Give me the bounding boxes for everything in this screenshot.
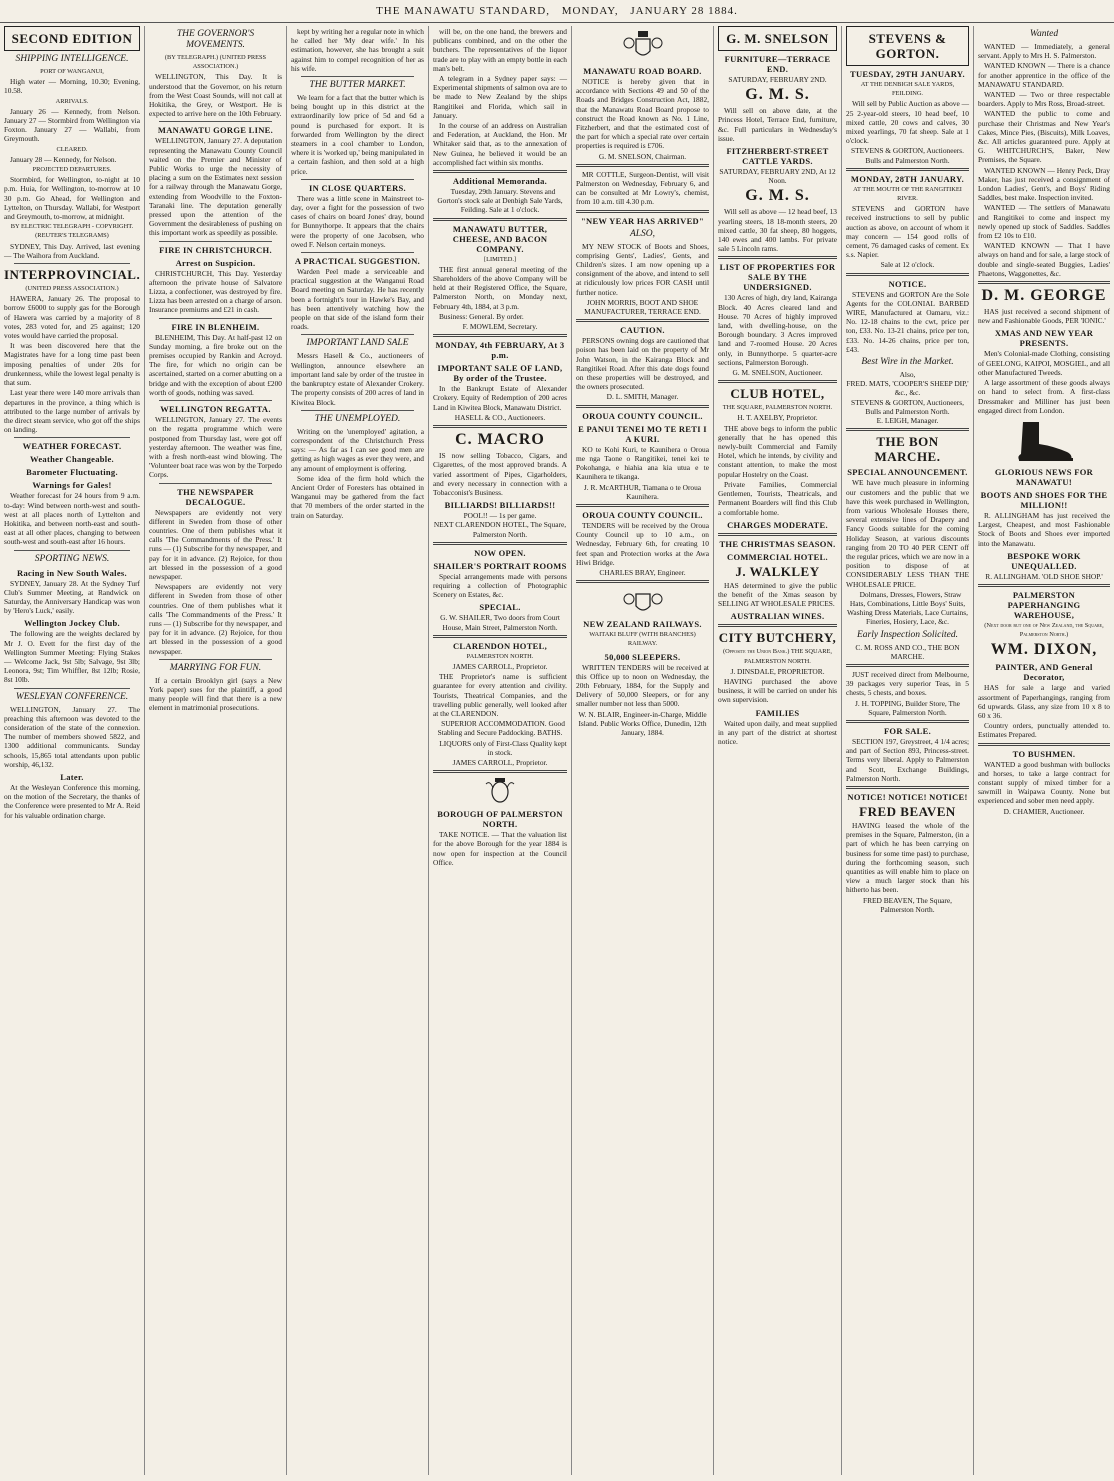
cottle-text: MR COTTLE, Surgeon-Dentist, will visit Palmerston on Wednesday, February 6, and can be consulted at Mr Lowry's, chemist, from 10 a.m. till 4.30 p.m. xyxy=(576,169,709,207)
divider xyxy=(433,770,567,773)
families-heading: FAMILIES xyxy=(755,707,800,718)
railways-sub: WAITAKI BLUFF (WITH BRANCHES) RAILWAY. xyxy=(589,631,696,648)
chamier-sign: D. CHAMIER, Auctioneer. xyxy=(1003,806,1085,816)
teas-text: JUST received direct from Melbourne, 39 packages very superior Teas, in 5 chests, 5 chests, and boxes. xyxy=(846,669,969,698)
bespoke-heading: BESPOKE WORK UNEQUALLED. xyxy=(1007,550,1081,571)
bon-marche-list: Dolmans, Dresses, Flowers, Straw Hats, Combinations, Little Boys' Suits, Washing Dress Materials, Lace Curtains, Fineries, Hosiery, Lace, &c. xyxy=(847,589,968,627)
tides-text: High water — Morning, 10.30; Evening, 10.58. xyxy=(4,77,140,96)
continued-text: will be, on the one hand, the brewers and publicans combined, and on the other the butchers. The representatives of the liquor trade are to play with an empty bottle in each man's belt. xyxy=(433,27,567,73)
limited-sub: [LIMITED.] xyxy=(483,255,517,263)
divider xyxy=(14,263,130,264)
clarendon-notice: NEXT CLARENDON HOTEL, The Square, Palmerston North. xyxy=(433,520,567,539)
foresters-text: Some idea of the firm hold which the Ancient Order of Foresters has obtained in Wanganui may be gathered from the fact that 70 members of the order started in the train on Saturday. xyxy=(291,473,424,520)
divider xyxy=(576,210,709,213)
furniture-heading: FURNITURE—TERRACE END. xyxy=(724,54,831,74)
land-sale-ad-heading: IMPORTANT SALE OF LAND, By order of the Trustee. xyxy=(437,363,563,384)
for-sale-heading: FOR SALE. xyxy=(883,725,932,736)
allingham-sign: R. ALLINGHAM. 'OLD SHOE SHOP.' xyxy=(985,571,1103,581)
billiards-heading: BILLIARDS! BILLIARDS!! xyxy=(444,500,556,511)
divider xyxy=(718,624,837,627)
best-wire: Best Wire in the Market. xyxy=(861,357,954,368)
morris-sign: JOHN MORRIS, BOOT AND SHOE MANUFACTURER, TERRACE END. xyxy=(584,297,701,317)
clarendon-heading: CLARENDON HOTEL, xyxy=(452,640,548,651)
leigh-sign: E. LEIGH, Manager. xyxy=(876,416,939,426)
paperhanging-heading: PALMERSTON PAPERHANGING WAREHOUSE, xyxy=(1007,589,1081,620)
macro-text: IS now selling Tobacco, Cigars, and Cigarettes, of the most approved brands. A varied assortment of Pipes, Cigarholders, and every necessary in connection with a Tobacconist's Business. xyxy=(433,451,567,497)
marrying-heading: MARRYING FOR FUN. xyxy=(169,662,262,673)
column-3 xyxy=(287,26,429,1475)
coat-of-arms-icon xyxy=(480,776,520,806)
gms-livestock-text: Will sell as above — 12 head beef, 13 yearling steers, 18 18-month steers, 20 mixed cattle, 30 fat sheep, 80 hoggets, 140 ewes and 400 lambs. For private sale 5 Lincoln rams. xyxy=(718,207,837,254)
dixon-text-2: Country orders, punctually attended to. Estimates Prepared. xyxy=(978,721,1110,740)
divider xyxy=(301,252,414,253)
column-5 xyxy=(572,26,714,1475)
painter-heading: PAINTER, AND General Decorator, xyxy=(995,662,1093,683)
gorge-heading: MANAWATU GORGE LINE. xyxy=(157,125,274,136)
sheep-dip-text: FRED. MATS, 'COOPER'S SHEEP DIP,' &c., &c. xyxy=(846,379,969,398)
suggestion-text: Warden Peel made a serviceable and practical suggestion at the Wanganui Road Board meeting on Saturday. He has recently been a fortnight's tour in Hawke's Bay, and has been attentively watching how the people on that side of the island form their roads. xyxy=(291,267,424,332)
oroua-tenders-heading: OROUA COUNTY COUNCIL. xyxy=(582,509,703,520)
wesleyan-text: WELLINGTON, January 27. The preaching this afternoon was devoted to the consideration of the state of the connexion. The number of members showed 5822, and 1300 additional communicants. Sunday schools, 15,865 total attendants upon public worship, 46,132. xyxy=(4,704,140,769)
railways-sign: W. N. BLAIR, Engineer-in-Charge, Middle Island. Public Works Office, Dunedin, 12th January, 1884. xyxy=(578,709,707,737)
george-text-2: Men's Colonial-made Clothing, consisting of GEELONG, KAIPOI, MOSGIEL, and all other Manufactured Tweeds. xyxy=(978,349,1110,377)
arrest-heading: Arrest on Suspicion. xyxy=(175,257,256,268)
divider xyxy=(576,319,709,322)
shailer-heading: SHAILER'S PORTRAIT ROOMS xyxy=(433,560,567,571)
glorious-heading: GLORIOUS NEWS FOR MANAWATU! xyxy=(994,466,1094,487)
column-4 xyxy=(429,26,572,1475)
interprovincial-p1: HAWERA, January 26. The proposal to borrow £6000 to supply gas for the Borough of Hawera was carried by a majority of 8 votes, 283 voted for, and 25 against; 120 votes would have carried the proposal. xyxy=(4,294,140,341)
land-sale-heading: IMPORTANT LAND SALE xyxy=(306,338,409,349)
clarendon-text: THE Proprietor's name is sufficient guarantee for every attention and civility. Tourists, Theatrical Companies, and the travelling public generally, well looked after at the CLARENDON. xyxy=(433,672,567,718)
also-label: Also, xyxy=(899,370,916,380)
butter-company-heading: MANAWATU BUTTER, CHEESE, AND BACON COMPANY. xyxy=(452,223,548,254)
rangitikei-sub: AT THE MOUTH OF THE RANGITIKEI RIVER. xyxy=(853,185,962,203)
jockey-heading: Wellington Jockey Club. xyxy=(24,618,120,629)
racing-heading: Racing in New South Wales. xyxy=(17,567,127,578)
governor-sub: (BY TELEGRAPH.) (UNITED PRESS ASSOCIATION.) xyxy=(164,54,267,71)
secretary-sign: F. MOWLEM, Secretary. xyxy=(462,322,538,332)
divider xyxy=(576,164,709,167)
bushmen-heading: TO BUSHMEN. xyxy=(1012,748,1076,759)
column-8 xyxy=(974,26,1114,1475)
george-text-3: A large assortment of these goods always on hand to select from. A first-class Dressmaker and Milliner has just been engaged direct from London. xyxy=(978,378,1110,415)
weather-changeable: Weather Changeable. xyxy=(30,454,114,465)
port-subheading: PORT OF WANGANUI, xyxy=(40,68,104,75)
stevens-sign-2: STEVENS & GORTON, Auctioneers, Bulls and Palmerston North. xyxy=(851,397,964,416)
gales-heading: Warnings for Gales! xyxy=(32,480,112,491)
later-heading: Later. xyxy=(60,771,84,782)
shailer-sign: G. W. SHAILER, Two doors from Court House, Main Street, Palmerston North. xyxy=(440,613,560,632)
properties-sign: G. M. SNELSON, Auctioneer. xyxy=(732,368,823,378)
stevens-sign: STEVENS & GORTON, Auctioneers. Bulls and Palmerston North. xyxy=(851,146,964,165)
column-1 xyxy=(0,26,145,1475)
macro-heading: C. MACRO xyxy=(455,431,545,449)
now-open-heading: NOW OPEN. xyxy=(474,547,526,558)
ross-sign: C. M. ROSS AND CO., THE BON MARCHE. xyxy=(855,642,960,661)
boot-icon xyxy=(1009,418,1079,464)
gorge-text: WELLINGTON, January 27. A deputation representing the Manawatu County Council waited on the Premier and Minister of Public Works to urge the necessity of placing a sum on the Estimates next session for a railway through the Manawatu Gorge, extending from Woodville to the Foxton-Taranaki line. The deputation generally pressed upon the attention of the Government the desirableness of pushing on this important work as speedily as possible. xyxy=(149,136,282,238)
continued-text: kept by writing her a regular note in which he called her 'My dear wife.' In his estimation, however, she has brought a suit against him to compel recognition of her as his wife. xyxy=(291,27,424,73)
tuesday-date: TUESDAY, 29TH JANUARY. xyxy=(850,69,965,79)
oroua-heading: OROUA COUNTY COUNCIL. xyxy=(582,410,703,421)
commercial-heading: COMMERCIAL HOTEL. xyxy=(727,551,828,562)
clarendon-sign: JAMES CARROLL, Proprietor. xyxy=(452,757,548,767)
regatta-text: WELLINGTON, January 27. The events on the regatta programme which were postponed from Thursday last, were got off yesterday afternoon. The weather was fine, with a fresh north-east wind blowing. The 'Volunteer boat race was won by the Torpedo Corps. xyxy=(149,415,282,480)
snelson-box xyxy=(718,26,837,51)
second-edition-heading: SECOND EDITION xyxy=(11,31,133,46)
divider xyxy=(159,659,272,660)
divider xyxy=(846,273,969,276)
stevens-sale-text: Will sell by Public Auction as above — 25 2-year-old steers, 10 head beef, 10 mixed cattle, 20 cows and calves, 30 mixed yearlings, 70 fat sheep. Sale at 1 o'clock. xyxy=(846,99,969,146)
interprovincial-heading: INTERPROVINCIAL. xyxy=(4,267,141,283)
clarendon-sub: PALMERSTON NORTH. xyxy=(466,652,534,660)
divider xyxy=(159,483,272,484)
wanted-ad-7: WANTED KNOWN — That I have always on hand and for sale, a large stock of double and single-seated Buggies, Ladies' Phaetons, Waggonettes, &c. xyxy=(978,241,1110,278)
masthead-day: MONDAY, xyxy=(561,5,619,17)
charges-heading: CHARGES MODERATE. xyxy=(727,519,828,530)
properties-list: 130 Acres of high, dry land, Kairanga Block. 40 Acres cleared land and House. 70 Acres of highly improved land, with dwelling-house, on the Borough boundary. 3 Acres improved land and 7-roomed House. 20 Acres only, in Bunnythorpe. 5 quarter-acre sections, Palmerston Borough. xyxy=(718,293,837,367)
stevens-gorton-box xyxy=(846,26,969,66)
memoranda-text: Tuesday, 29th January. Stevens and Gorton's stock sale at Denbigh Sale Yards, Feilding. Sale at 1 o'clock. xyxy=(437,187,563,215)
coat-of-arms-icon xyxy=(621,586,665,616)
memoranda-heading: Additional Memoranda. xyxy=(452,176,548,187)
wanted-ad-1: WANTED — Immediately, a general servant. Apply to Mrs H. S. Palmerston. xyxy=(978,42,1110,61)
families-text: Waited upon daily, and meat supplied in any part of the district at shortest notice. xyxy=(718,718,837,746)
salmon-text: A telegram in a Sydney paper says: — Experimental shipments of salmon ova are to be made to New Zealand by the ships Rangitikei and Florida, which sail in January. xyxy=(433,74,567,120)
weather-heading: WEATHER FORECAST. xyxy=(22,441,122,452)
also-heading: ALSO, xyxy=(629,228,656,239)
special-heading: SPECIAL. xyxy=(479,602,521,613)
saturday-noon: SATURDAY, FEBRUARY 2ND, At 12 Noon. xyxy=(719,167,836,186)
cleared-heading: CLEARED. xyxy=(56,145,88,153)
railways-heading: NEW ZEALAND RAILWAYS. xyxy=(583,619,702,630)
divider xyxy=(301,410,414,411)
bushmen-text: WANTED a good bushman with bullocks and horses, to take a large contract for constant supply of mixed timber for a sawmill in Waipawa County. None but experienced and sober men need apply. xyxy=(978,759,1110,806)
george-heading: D. M. GEORGE xyxy=(981,287,1107,305)
club-text: THE above begs to inform the public generally that he has opened this newly-built Commercial and Family Hotel, which he intends, by civility and constant attention, to make the most popular Hostelry on the Coast. xyxy=(718,423,837,479)
boots-heading: BOOTS AND SHOES FOR THE MILLION!! xyxy=(980,489,1108,510)
barbed-wire-text: STEVENS and GORTON Are the Sole Agents for the COLONIAL BARBED WIRE, Manufactured at Oamaru, viz.: No. 12-18 chains to the cwt, price per ton, £33. No. 13-21 chains, price per ton, £33. No. 14-26 chains, price per ton, £43. xyxy=(846,289,969,354)
later-text: At the Wesleyan Conference this morning, on the motion of the Secretary, the thanks of the Conference were presented to Mr A. Reid for his valuable ordination charge. xyxy=(4,782,140,820)
panui-sign: J. R. McARTHUR, Tiamana o te Oroua Kaunihera. xyxy=(583,482,702,501)
divider xyxy=(159,318,272,319)
fire-christchurch-text: CHRISTCHURCH, This Day. Yesterday afternoon the private house of Salvatore Lizza, a confectioner, was destroyed by fire. Lizza has been arrested on a charge of arson. Insurance premiums and £21 in cash. xyxy=(149,268,282,315)
divider xyxy=(433,635,567,638)
column-2 xyxy=(145,26,287,1475)
oroua-tenders-sign: CHARLES BRAY, Engineer. xyxy=(599,567,686,577)
wanted-ad-5: WANTED KNOWN — Henry Peck, Dray Maker, has just received a consignment of London Ladies', Gent's, and Boys' Riding Saddles, best make. Inspection invited. xyxy=(978,165,1110,203)
clarendon-text-2: SUPERIOR ACCOMMODATION. Good Stabling and Secure Paddocking. BATHS. xyxy=(437,719,565,738)
wanted-ad-3: WANTED — Two or three respectable boarders. Apply to Mrs Ross, Broad-street. xyxy=(978,90,1110,109)
fire-christchurch-heading: FIRE IN CHRISTCHURCH. xyxy=(159,244,272,255)
whitaker-text: In the course of an address on Australian and Federation, at Auckland, the Hon. Mr Whitaker said that, as to the annexation of New Guinea, he believed it would be an accomplished fact within six months. xyxy=(433,121,567,167)
beaven-text: HAVING leased the whole of the premises in the Square, Palmerston, (in a part of which he has been carrying on business for some time past) to purchase, during the forthcoming season, such quantities as will enable him to place on view a much larger stock than his hitherto has been. xyxy=(846,820,969,895)
regatta-heading: WELLINGTON REGATTA. xyxy=(160,404,271,415)
morris-text: MY NEW STOCK of Boots and Shoes, comprising Gents', Ladies', Gents, and Children's sizes. I am now opening up a consignment of the above, and intend to sell at ridiculously low prices FOR CASH until further notice. xyxy=(576,241,709,297)
projected-heading: PROJECTED DEPARTURES. xyxy=(32,166,112,174)
dinsdale-sign: J. DINSDALE, PROPRIETOR. xyxy=(730,666,825,676)
butter-heading: THE BUTTER MARKET. xyxy=(309,80,406,91)
dixon-heading: WM. DIXON, xyxy=(990,641,1098,659)
interprovincial-p2: It was been discovered here that the Magistrates have for a long time past been imposing penalties of under 20s for drunkenness, while the lowest legal penalty is that sum. xyxy=(4,341,140,388)
pool-text: POOL!! — 1s per game. xyxy=(463,511,537,521)
divider xyxy=(846,786,969,789)
butter-text: We learn for a fact that the butter which is being bought up in this district at the extraordinarily low price of 5d and 6d a pound is purchased for export. It is forwarded from Wellington by the direct steamers in a cool chamber to London, where it is 'worked up,' being manipulated in a certain fashion, and then sold at a high price. xyxy=(291,93,424,176)
jockey-text: The following are the weights declared by Mr J. O. Evett for the first day of the Wellington Summer Meeting: Flying Stakes — Welcome Jack, 9st 5lb; Salvage, 9st 3lb; Leonora, 9st; Tim Whiffler, 8st 12lb; Rosie, 8st 10lb. xyxy=(4,629,140,685)
topping-sign: J. H. TOPPING, Builder Store, The Square, Palmerston North. xyxy=(855,698,960,717)
dixon-text: HAS for sale a large and varied assortment of Paperhangings, ranging from 6d upwards. Glass, any size from 10 x 8 to 60 x 36. xyxy=(978,683,1110,720)
divider xyxy=(978,584,1110,587)
panui-heading: E PANUI TENEI MO TE RETI I A KURI. xyxy=(578,423,707,444)
properties-heading: LIST OF PROPERTIES FOR SALE BY THE UNDERSIGNED. xyxy=(719,262,836,293)
cleared-text: January 28 — Kennedy, for Nelson. xyxy=(10,154,117,164)
oroua-tenders-text: TENDERS will be received by the Oroua County Council up to 10 a.m., on Wednesday, February 6th, for creating 10 feet span and Protection works at the Awa Hiwi Bridge. xyxy=(576,520,709,567)
divider xyxy=(718,256,837,259)
george-text: HAS just received a second shipment of new and Fashionable Goods, PER 'IONIC.' xyxy=(978,307,1110,326)
projected-text: Stormbird, for Wellington, to-night at 10 p.m. Huia, for Wellington, to-morrow at 10 30 p.m. Go Ahead, for Wellington and Lyttelton, on Thursday. Wallabi, for Westport and Greymouth, to-morrow, at midnight. xyxy=(4,175,140,222)
divider xyxy=(159,241,272,242)
paperhanging-sub: (Next door but one of New Zealand, the Square, Palmerston North.) xyxy=(984,621,1104,639)
for-sale-text: SECTION 197, Greystreet, 4 1/4 acres; and part of Section 893, Princess-street. Terms very liberal. Apply to Palmerston and Scott, Exchange Buildings, Palmerston North. xyxy=(846,736,969,783)
clarendon-proprietor: JAMES CARROLL, Proprietor. xyxy=(452,661,548,671)
divider xyxy=(14,437,130,438)
arrivals-text: January 26 — Kennedy, from Nelson. January 27 — Stormbird from Wellington via Foxton. January 27 — Wallabi, from Greymouth. xyxy=(4,106,140,144)
business-text: Business: General. By order. xyxy=(439,311,524,321)
caution-sign: D. L. SMITH, Manager. xyxy=(606,392,679,402)
governor-text: WELLINGTON, This Day. It is understood that the Governor, on his return from the West Coast Sounds, will not call at Hokitika, the Grey, or Westport. He is expected to arrive here on the 10th February. xyxy=(149,72,282,119)
masthead-title: THE MANAWATU STANDARD, xyxy=(376,5,551,17)
divider xyxy=(846,720,969,723)
gms-logo: G. M. S. xyxy=(745,187,810,205)
divider xyxy=(159,400,272,401)
snelson-heading: G. M. SNELSON xyxy=(726,31,829,46)
panui-text: KO te Kohi Kuri, te Kaunihera o Oroua me nga Taone o Rangitikei, tenei kei te Pokohanga, e hiahia ana kia utua e te Kaunihera te tikanga. xyxy=(576,444,709,482)
sale-time: Sale at 12 o'clock. xyxy=(880,260,935,270)
bon-marche-heading: THE BON MARCHE. xyxy=(874,434,941,465)
land-sale-ad-text: In the Bankrupt Estate of Alexander Crokery. Equity of Redemption of 200 acres Land in Kiwitea Block, Manawatu District. xyxy=(433,384,567,412)
divider xyxy=(576,504,709,507)
divider xyxy=(433,170,567,173)
company-meeting-text: THE first annual general meeting of the Shareholders of the above Company will be held at their Registered Office, the Square, Palmerston North, on Monday next, February 4th, 1884, at 3 p.m. xyxy=(433,264,567,311)
wanted-ad-6: WANTED — The settlers of Manawatu and Rangitikei to come and inspect my newly opened up stock of Saddles. Saddles from £2 10s to £10. xyxy=(978,203,1110,241)
divider xyxy=(433,218,567,221)
walkley-text: HAS determined to give the public the benefit of the Xmas season by SELLING AT WHOLESALE PRICES. xyxy=(718,580,837,609)
divider xyxy=(14,550,130,551)
divider xyxy=(576,405,709,408)
wanted-heading: Wanted xyxy=(1029,29,1059,39)
marrying-text: If a certain Brooklyn girl (says a New York paper) sues for the plaintiff, a good many people will find that there is a new element in matrimonial prosecutions. xyxy=(149,675,282,713)
bon-marche-text: WE have much pleasure in informing our customers and the public that we have this week purchased in Wellington, from various Wholesale Houses there, several extensive lines of Drapery and Fancy Goods suitable for the coming Holiday Season, at various discounts ranging from 20 TO 40 PER CENT off the regular prices, which we are now in a position to dispose of at CONSIDERABLY LESS THAN THE WHOLESALE PRICE. xyxy=(846,478,969,589)
gms-text: Will sell on above date, at the Princess Hotel, Terrace End, furniture, &c. Full particulars in Wednesday's issue. xyxy=(718,106,837,143)
divider xyxy=(433,425,567,428)
club-proprietor: H. T. AXELBY, Proprietor. xyxy=(737,413,818,423)
butchery-heading: CITY BUTCHERY, xyxy=(718,630,837,646)
divider xyxy=(301,179,414,180)
club-hotel-heading: CLUB HOTEL, xyxy=(730,386,825,402)
shailer-text: Special arrangements made with persons requiring a collection of Photographic Scenery on Estates, &c. xyxy=(433,571,567,600)
hasell-sign: HASELL & CO., Auctioneers. xyxy=(454,412,546,422)
wanted-ad-4: WANTED the public to come and purchase their Christmas and New Year's Cakes, Mince Pies, (Biscuits), Milk Loaves, &c. All articles guaranteed pure. Apply at G. WHITCHURCH'S, Baker, New Premises, the Square. xyxy=(978,109,1110,165)
divider xyxy=(301,76,414,77)
sleepers-heading: 50,000 SLEEPERS. xyxy=(604,651,681,662)
wines-heading: AUSTRALIAN WINES. xyxy=(730,611,825,622)
cable-heading: BY ELECTRIC TELEGRAPH - COPYRIGHT. (REUTER'S TELEGRAMS) xyxy=(10,223,134,240)
divider xyxy=(576,580,709,583)
close-quarters-heading: IN CLOSE QUARTERS. xyxy=(309,182,406,193)
christmas-heading: THE CHRISTMAS SEASON. xyxy=(719,538,836,549)
divider xyxy=(433,542,567,545)
new-year-heading: "NEW YEAR HAS ARRIVED" xyxy=(580,215,704,226)
denbigh-sub: AT THE DENBIGH SALE YARDS, FEILDING. xyxy=(860,81,955,98)
xmas-heading: XMAS AND NEW YEAR PRESENTS. xyxy=(994,328,1094,349)
divider xyxy=(846,428,969,431)
caution-heading: CAUTION. xyxy=(620,325,665,336)
close-quarters-text: There was a little scene in Mainstreet to-day, over a fight for the possession of two cases of chairs on board Jones' dray, bound for Bunnythorpe. It appears that the chairs were the property of one Jacobsen, who owed F. Nelson certain moneys. xyxy=(291,193,424,249)
road-board-text: NOTICE is hereby given that in accordance with Sections 49 and 50 of the Roads and Bridges Construction Act, 1882, that the Manawatu Road Board propose to construct the Road known as No. 1 Line, Fitzherbert, and that the estimated cost of the part for which a special rate over certain properties is required is £706. xyxy=(576,77,709,151)
coat-of-arms-icon xyxy=(620,29,666,63)
unemployed-text: Writing on the 'unemployed' agitation, a correspondent of the Christchurch Press says: — As far as I can see good men are getting as high wages as ever they were, and any amount of employment is offering. xyxy=(291,426,424,473)
road-board-sign: G. M. SNELSON, Chairman. xyxy=(598,151,687,161)
divider xyxy=(978,281,1110,284)
land-sale-text: Messrs Hasell & Co., auctioneers of Wellington, announce elsewhere an important land sale by order of the trustee in the bankruptcy estate of Alexander Crokery. The property consists of 200 acres of land in Kiwitea Block. xyxy=(291,351,424,407)
butchery-sub: (Opposite the Union Bank.) THE SQUARE, PALMERSTON NORTH. xyxy=(722,648,833,665)
divider xyxy=(846,168,969,171)
divider xyxy=(718,380,837,383)
road-board-heading: MANAWATU ROAD BOARD. xyxy=(583,66,702,76)
divider xyxy=(718,533,837,536)
suggestion-heading: A PRACTICAL SUGGESTION. xyxy=(294,256,421,267)
butchery-text: HAVING purchased the above business, it will be carried on under his own supervision. xyxy=(718,676,837,705)
saturday-date: SATURDAY, FEBRUARY 2ND. xyxy=(728,75,827,84)
divider xyxy=(978,743,1110,746)
sporting-heading: SPORTING NEWS. xyxy=(34,553,110,564)
borough-heading: BOROUGH OF PALMERSTON NORTH. xyxy=(437,809,563,830)
governor-heading: THE GOVERNOR'S MOVEMENTS. xyxy=(176,29,255,50)
divider xyxy=(159,121,272,122)
cement-text: STEVENS and GORTON have received instructions to sell by public auction as above, on account of whom it may concern — 154 good rolls of cement, 76 damaged casks of cement. Ex s.s. Napier. xyxy=(846,204,969,260)
unemployed-heading: THE UNEMPLOYED. xyxy=(314,413,401,424)
decalogue-heading: THE NEWSPAPER DECALOGUE. xyxy=(177,486,254,507)
interprovincial-p3: Last year there were 140 more arrivals than departures in the province, a thing which is attributed to the large number of arrivals by the direct steam service, who got off the ships on landing. xyxy=(4,388,140,435)
divider xyxy=(14,688,130,689)
stevens-gorton-heading: STEVENS & GORTON. xyxy=(868,31,947,61)
gms-logo: G. M. S. xyxy=(745,86,810,104)
club-text-2: Private Families, Commercial Gentlemen, Tourists, Theatricals, and Permanent Boarders will find this Club a comfortable home. xyxy=(718,479,837,517)
notice-heading: NOTICE. xyxy=(888,278,927,289)
beaven-sign: FRED BEAVEN, The Square, Palmerston North. xyxy=(862,895,953,914)
barometer-heading: Barometer Fluctuating. xyxy=(26,467,118,478)
interprovincial-sub: (UNITED PRESS ASSOCIATION.) xyxy=(25,285,119,293)
fire-blenheim-heading: FIRE IN BLENHEIM. xyxy=(171,321,260,332)
divider xyxy=(301,334,414,335)
decalogue-text-cont: Newspapers are evidently not very different in Sweden from those of other countries. One of them publishes what it calls 'The Commandments of the Press.' It runs — (1) Subscribe for thy newspaper, and pay for it in advance. (2) Rejoice, for thou art blessed in the possession of a good newspaper. xyxy=(149,582,282,656)
special-announcement: SPECIAL ANNOUNCEMENT. xyxy=(847,467,968,478)
club-hotel-sub: THE SQUARE, PALMERSTON NORTH. xyxy=(722,404,833,412)
masthead-date: JANUARY 28 1884. xyxy=(630,5,738,17)
fitzherbert-heading: FITZHERBERT-STREET CATTLE YARDS. xyxy=(726,146,829,167)
divider xyxy=(433,334,567,337)
second-edition-box xyxy=(4,26,140,51)
arrivals-heading: ARRIVALS. xyxy=(55,97,89,105)
divider xyxy=(846,664,969,667)
early-inspection: Early Inspection Solicited. xyxy=(856,629,959,640)
clarendon-text-3: LIQUORS only of First-Class Quality kept in stock. xyxy=(439,738,567,757)
sale-date: MONDAY, 4th FEBRUARY, At 3 p.m. xyxy=(435,340,565,361)
column-7 xyxy=(842,26,974,1475)
wesleyan-heading: WESLEYAN CONFERENCE. xyxy=(15,691,129,702)
caution-text: PERSONS owning dogs are cautioned that poison has been laid on the property of Mr John Watson, in the Kairanga Block and Rangitikei Road. After this date dogs found on these properties will be destroyed, and the owners prosecuted. xyxy=(576,336,709,392)
beaven-heading: FRED BEAVEN xyxy=(859,803,956,819)
column-6 xyxy=(714,26,842,1475)
shipping-heading: SHIPPING INTELLIGENCE. xyxy=(15,54,129,64)
fire-blenheim-text: BLENHEIM, This Day. At half-past 12 on Sunday morning, a fire broke out on the premises occupied by Rankin and Acroyd. The fire, for which no origin can be ascertained, started on a corner abutting on a bridge and with the exception of about £200 worth of goods, nothing was saved. xyxy=(149,332,282,397)
walkley-heading: J. WALKLEY xyxy=(735,563,820,579)
racing-text: SYDNEY, January 28. At the Sydney Turf Club's Summer Meeting, at Randwick on Saturday, the Anniversary Handicap was won by 'Hero's Luck,' easily. xyxy=(4,578,140,616)
wanted-ad-2: WANTED KNOWN — There is a chance for another apprentice in the office of the MANAWATU STANDARD. xyxy=(978,61,1110,89)
notice-notice-heading: NOTICE! NOTICE! NOTICE! xyxy=(847,791,968,802)
decalogue-text: Newspapers are evidently not very different in Sweden from those of other countries. One of them publishes what it calls 'The Commandments of the Press.' It runs — (1) Subscribe for thy newspaper, and pay for it in advance. (2) Rejoice, for thou art blessed in the possession of a good newspaper. xyxy=(149,507,282,581)
forecast-text: Weather forecast for 24 hours from 9 a.m. to-day: Wind between north-west and south-west at all places north of Lyttelton and Hokitika, and between north-east and south-east at all other places, changing to between south-west and south-east after 16 hours. xyxy=(4,491,140,547)
railways-text: WRITTEN TENDERS will be received at this Office up to noon on Wednesday, the 20th February, 1884, for the Supply and Delivery of 50,000 Sleepers, or for any smaller number not less than 5000. xyxy=(576,662,709,709)
cable-text: SYDNEY, This Day. Arrived, last evening — The Waihora from Auckland. xyxy=(4,241,140,260)
allingham-text: R. ALLINGHAM has just received the Largest, Cheapest, and most Fashionable Stock of Boots and Shoes ever imported into the Manawatu. xyxy=(978,510,1110,548)
masthead xyxy=(0,0,1114,23)
monday-date: MONDAY, 28TH JANUARY. xyxy=(850,173,965,184)
borough-text: TAKE NOTICE. — That the valuation list for the above Borough for the year 1884 is now open for inspection at the Council Office. xyxy=(433,830,567,867)
